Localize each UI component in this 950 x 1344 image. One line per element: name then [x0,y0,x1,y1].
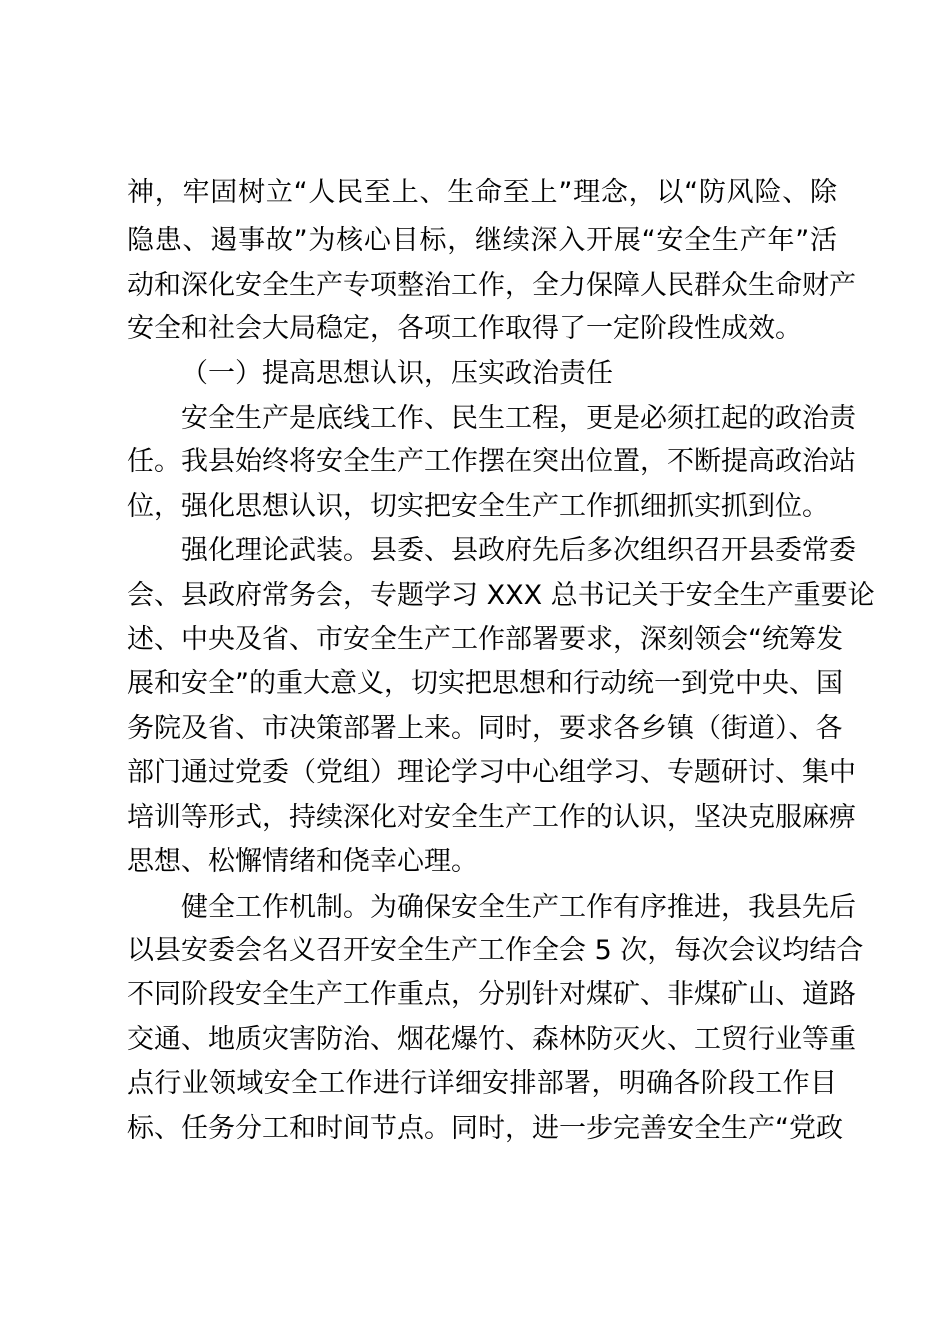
section-heading: （一）提高思想认识，压实政治责任 [181,358,613,389]
body-text-line: 培训等形式，持续深化对安全生产工作的认识，坚决克服麻痹 [127,802,856,833]
body-text-line: 隐患、遏事故”为核心目标，继续深入开展“安全生产年”活 [127,225,837,256]
body-text-line: 以县安委会名义召开安全生产工作全会 5 次，每次会议均结合 [127,935,864,966]
body-text-line: 不同阶段安全生产工作重点，分别针对煤矿、非煤矿山、道路 [127,979,856,1010]
body-text-line: 会、县政府常务会，专题学习 XXX 总书记关于安全生产重要论 [127,580,875,611]
body-text-line: 部门通过党委（党组）理论学习中心组学习、专题研讨、集中 [127,757,856,788]
body-text-line: 标、任务分工和时间节点。同时，进一步完善安全生产“党政 [127,1113,843,1144]
body-text-line: 安全和社会大局稳定，各项工作取得了一定阶段性成效。 [127,313,802,344]
body-text-line: 位，强化思想认识，切实把安全生产工作抓细抓实抓到位。 [127,491,829,522]
body-text-line: 健全工作机制。为确保安全生产工作有序推进，我县先后 [181,892,856,923]
body-text-line: 交通、地质灾害防治、烟花爆竹、森林防灭火、工贸行业等重 [127,1024,856,1055]
body-text-line: 务院及省、市决策部署上来。同时，要求各乡镇（街道）、各 [127,713,843,744]
body-text-line: 思想、松懈情绪和侥幸心理。 [127,846,478,877]
body-text-line: 神，牢固树立“人民至上、生命至上”理念，以“防风险、除 [127,177,837,208]
body-text-line: 动和深化安全生产专项整治工作，全力保障人民群众生命财产 [127,270,856,301]
body-text-line: 述、中央及省、市安全生产工作部署要求，深刻领会“统筹发 [127,624,843,655]
body-text-line: 强化理论武装。县委、县政府先后多次组织召开县委常委 [181,535,856,566]
body-text-line: 展和安全”的重大意义，切实把思想和行动统一到党中央、国 [127,668,843,699]
body-text-line: 任。我县始终将安全生产工作摆在突出位置，不断提高政治站 [127,446,856,477]
body-text-line: 安全生产是底线工作、民生工程，更是必须扛起的政治责 [181,403,856,434]
body-text-line: 点行业领域安全工作进行详细安排部署，明确各阶段工作目 [127,1068,837,1099]
